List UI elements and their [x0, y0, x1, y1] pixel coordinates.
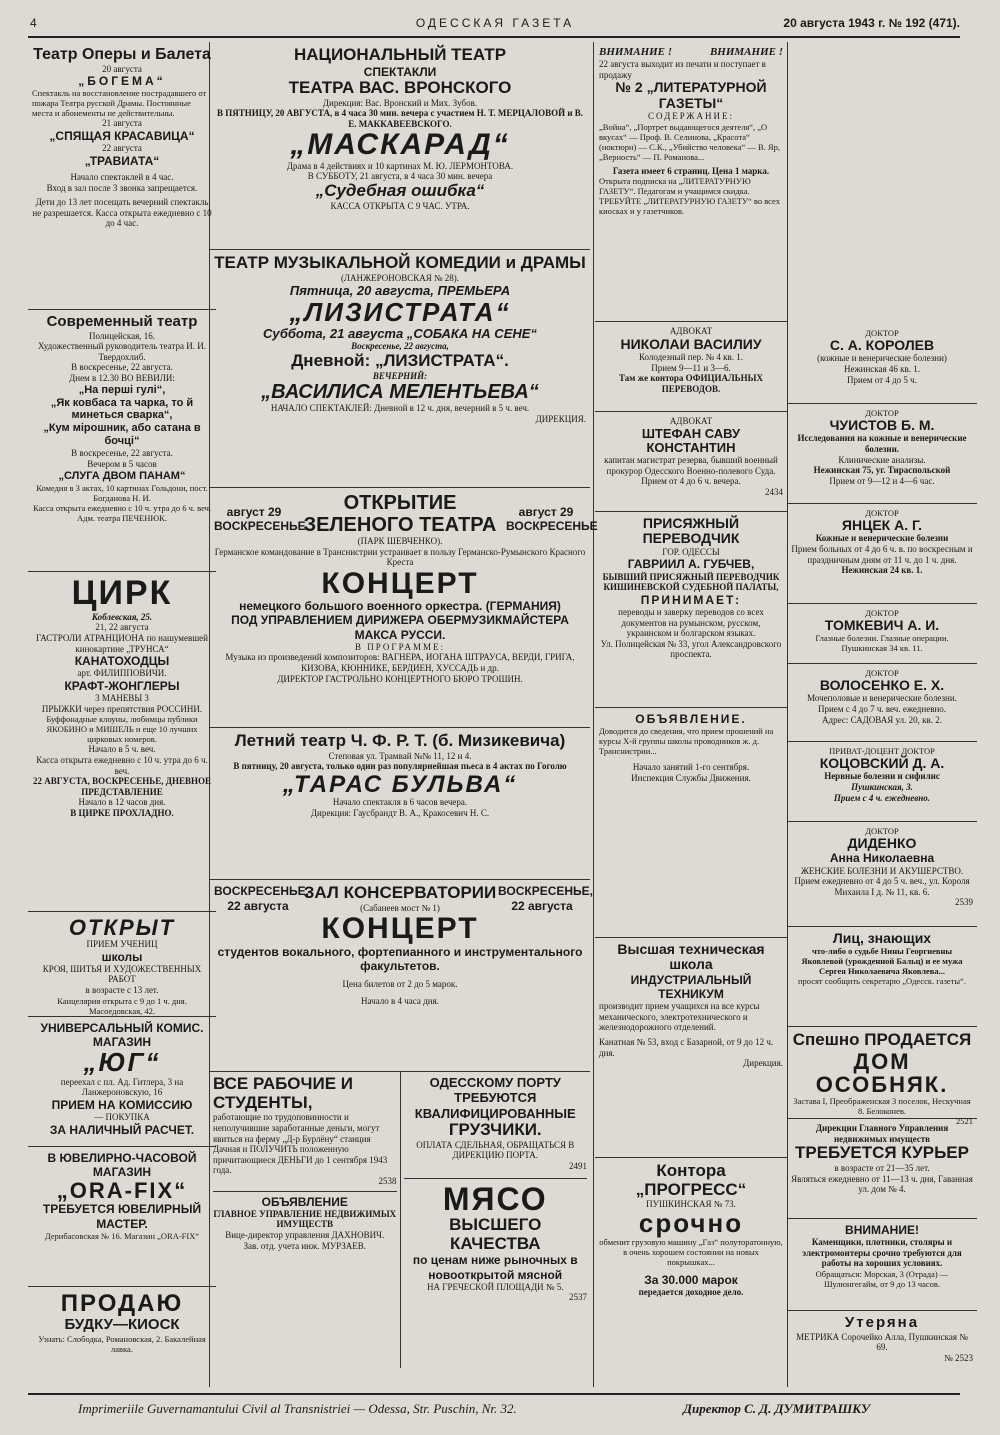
ad-text: Дирекции Главного Управления недвижимых имуществ [815, 1123, 949, 1144]
ad-text: „Як ковбаса та чарка, то й минеться сварка“, [50, 396, 194, 422]
ad-text: переехал с пл. Ад. Гитлера, 3 на Ланжероновскую, 16 [60, 1076, 184, 1098]
ad-text: БЫВШИЙ ПРИСЯЖНЫЙ ПЕРЕВОДЧИК КИШИНЕВСКОЙ СУДЕБНОЙ ПАЛАТЫ, [602, 571, 780, 593]
ad-text: ВЫСШЕГО КАЧЕСТВА [449, 1215, 542, 1253]
ad-text: В воскресенье, 22 августа. [71, 448, 173, 459]
ad-text: производит прием учащихся на все курсы механического, электротехнического и железнодорожного отделений. [599, 1001, 760, 1033]
ad-text: Нежинская 46 кв. 1. [843, 364, 921, 375]
issue-date: 20 августа 1943 г. № 192 (471). [783, 16, 960, 30]
ad-text: ТЕАТРА ВАС. ВРОНСКОГО [288, 77, 512, 97]
ad-text: Дерибасовская № 16. Магазин „ORA-FIX“ [44, 1230, 200, 1241]
ad-railway-notice [595, 708, 787, 938]
ad-text: СОДЕРЖАНИЕ: [648, 110, 734, 121]
ad-house-sale [787, 1027, 977, 1126]
ad-title: ТЕАТР МУЗЫКАЛЬНОЙ КОМЕДИИ и ДРАМЫ [214, 253, 586, 272]
ad-text: Газета имеет 6 страниц. Цена 1 марка. [612, 165, 770, 176]
ad-text: „На перші гулі“, [78, 383, 166, 396]
ad-text: „Судебная ошибка“ [315, 181, 485, 201]
ad-missing-persons [787, 927, 977, 1027]
ad-title: ДОМ ОСОБНЯК. [815, 1048, 949, 1097]
ad-number: 2539 [955, 897, 973, 908]
ad-green-theatre-concert [210, 488, 598, 728]
ad-text: „ТАРАС БУЛЬВА“ [282, 770, 518, 798]
ad-text: НА ГРЕЧЕСКОЙ ПЛОЩАДИ № 5. [427, 1281, 564, 1292]
ad-text: Комедия в 3 актах, 10 картинах Гольдони, пост. Богданова Н. И. [36, 482, 208, 503]
ad-title: Высшая техническая школа [617, 941, 765, 973]
ad-text: Открыта подписка на „ЛИТЕРАТУРНУЮ ГАЗЕТУ“. Педагогам и учащимся скидка. [599, 176, 751, 197]
page-header [30, 14, 960, 36]
director-credit: Директор С. Д. ДУМИТРАШКУ [683, 1401, 870, 1416]
ad-text: Нервные болезни и сифилис [824, 771, 940, 782]
ad-doctor-chuistov [787, 404, 977, 504]
ad-number: 2521 [956, 1115, 973, 1126]
ad-text: ГАСТРОЛИ АТРАНЦИОНА по нашумевшей кинокартине „ТРУНСА“ [36, 632, 208, 654]
ad-text: Музыка из произведений композиторов: ВАГНЕРА, ИОГАНА ШТРАУСА, ВЕРДИ, ГРИГА, КИЗОВА, КЮННИКЕ, БЕРДИЕН, ХУССАДЬ и др. [225, 652, 575, 674]
ad-text: ВНИМАНИЕ ! [709, 46, 783, 58]
ad-text: Драма в 4 действиях и 10 картинах М. Ю. ЛЕРМОНТОВА. [286, 160, 514, 171]
ad-title: ОТКРЫТ [68, 915, 176, 940]
ad-text: Цена билетов от 2 до 5 марок. [342, 979, 458, 990]
ad-text: ДОКТОР [865, 608, 899, 618]
ad-title: „ORA-FIX“ [56, 1178, 188, 1204]
ad-text: КАССА ОТКРЫТА С 9 ЧАС. УТРА. [330, 200, 470, 211]
ad-text: Дети до 13 лет посещать вечерний спектакль не разрешается. Касса открыта ежедневно с 10 до 4 час. [32, 197, 212, 229]
ad-text: ГАВРИИЛ А. ГУБЧЕВ, [627, 557, 755, 572]
ad-text: ВОСКРЕСЕНЬЕ, 22 августа [498, 884, 593, 913]
ad-text: Пятница, 20 августа, ПРЕМЬЕРА [289, 283, 511, 299]
ad-text: Пушкинская 34 кв. 11. [841, 643, 923, 654]
ad-text: Анна Николаевна [829, 851, 935, 866]
ad-text: 3 МАНЕВЫ 3 [95, 693, 149, 704]
ad-text: ОПЛАТА СДЕЛЬНАЯ, ОБРАЩАТЬСЯ В ДИРЕКЦИЮ ПОРТА. [416, 1139, 575, 1161]
ad-text: школы [101, 949, 143, 964]
column-1 [28, 42, 216, 1387]
ad-text: что-либо о судьбе Нины Георгиевны Яковлевой (урожденной Бальц) и ее мужа Сергея Николаевича Яковлева... [801, 946, 963, 977]
ad-title: Утеряна [844, 1314, 920, 1331]
ad-text: Суббота, 21 августа „СОБАКА НА СЕНЕ“ [263, 325, 537, 341]
ad-doctor-kotsovsky [787, 742, 977, 822]
ad-title: НИКОЛАИ ВАСИЛИУ [620, 335, 762, 352]
ad-text: просят сообщить секретарю „Одесск. газеты“. [797, 976, 967, 987]
ad-doctor-yanchek [787, 504, 977, 604]
printer-imprint: Imprimeriile Guvernamantului Civil al Transnistriei — Odessa, Str. Puschin, Nr. 32. [78, 1401, 517, 1416]
ad-text: Буффонадные клоуны, любимцы публики ЯКОБИНО и МИШЕЛЬ и еще 10 лучших цирковых номеров. [46, 714, 198, 745]
ad-text: Инспекция Службы Движения. [631, 772, 751, 783]
ad-text: — ПОКУПКА [94, 1111, 150, 1122]
ad-text: Прием ежедневно от 4 до 5 ч. веч., ул. Короля Михаила I д. № 11, кв. 6. [794, 876, 970, 897]
ad-text: Исследования на кожные и венерические болезни. [797, 433, 967, 455]
ad-text: Адм. театра ПЕЧЕНЮК. [77, 512, 167, 523]
ad-text: ПРИЕМ НА КОМИССИЮ [51, 1097, 193, 1112]
ad-text: КОНЦЕРТ [321, 566, 479, 600]
ad-text: Являться ежедневно от 11—13 ч. дня, Гаванная ул. дом № 4. [791, 1173, 973, 1195]
ad-number: № 2523 [944, 1352, 973, 1363]
ad-text: „ЛИЗИСТРАТА“ [289, 296, 511, 327]
ad-text: Клинические анализы. [838, 454, 926, 465]
ad-text: 22 августа выходит из печати и поступает в продажу [599, 58, 766, 80]
ad-title: ВСЕ РАБОЧИЕ И СТУДЕНТЫ, [213, 1074, 353, 1112]
ad-text: Прием от 9—12 и 4—6 час. [829, 475, 935, 486]
ad-text: Начало в 4 часа дня. [361, 995, 439, 1006]
ad-text: ПРЫЖКИ через препятствия РОССИНИ. [41, 703, 203, 714]
ad-text: ТРЕБУЮТСЯ КВАЛИФИЦИРОВАННЫЕ [414, 1090, 576, 1121]
ad-text: Прием с 4 ч. ежедневно. [833, 792, 931, 803]
ad-text: ДОКТОР [865, 328, 899, 338]
ad-text: Касса открыта ежедневно с 10 ч. утра до 6 ч. веч. [32, 502, 212, 513]
ad-text: Там же контора ОФИЦИАЛЬНЫХ ПЕРЕВОДОВ. [619, 373, 763, 394]
ad-progress-office [595, 1158, 787, 1383]
ad-title: Театр Оперы и Балета [33, 46, 211, 63]
ad-title: ДИДЕНКО [847, 835, 917, 852]
ad-text: ГРУЗЧИКИ. [448, 1119, 542, 1139]
column-divider [593, 42, 594, 1387]
ad-text: август 29 ВОСКРЕСЕНЬЕ [506, 505, 598, 534]
ad-text: Начало занятий 1-го сентября. [632, 762, 750, 773]
ad-text: Узнать: Слободка, Романовская, 2. Бакалейная лавка. [38, 1333, 206, 1354]
ad-text: переводы и заверку переводов со всех документов на румынском, русском, украинском и болгарском языках. [618, 606, 764, 639]
ad-modern-theatre [28, 310, 216, 572]
ad-text: Начало спектаклей в 4 час. [70, 171, 174, 182]
ad-text: За 30.000 марок [644, 1273, 738, 1288]
ad-text: Нежинская 24 кв. 1. [841, 565, 923, 576]
ad-text: В СУББОТУ, 21 августа, в 4 часа 30 мин. вечера [307, 171, 493, 182]
ad-text: (ЛАНЖЕРОНОВСКАЯ № 28). [340, 272, 460, 283]
ad-text: ПУШКИНСКАЯ № 73. [646, 1199, 736, 1210]
attention-banner [599, 46, 783, 59]
ad-text: УНИВЕРСАЛЬНЫЙ КОМИС. МАГАЗИН [40, 1021, 204, 1050]
ad-text: ИНДУСТРИАЛЬНЫЙ ТЕХНИКУМ [630, 972, 752, 1001]
ad-text: Кожные и венерические болезни [815, 533, 949, 544]
ad-text: Ул. Полицейская № 33, угол Александровского проспекта. [600, 638, 782, 660]
ad-text: 22 августа [102, 143, 142, 154]
header-rule [28, 36, 960, 38]
ad-text: Касса открыта ежедневно с 10 ч. утра до 6 ч. веч. [36, 754, 208, 776]
ad-title: ОТКРЫТИЕ ЗЕЛЕНОГО ТЕАТРА [303, 492, 497, 536]
ad-text: в возрасте от 21—35 лет. [834, 1162, 930, 1173]
ad-text: ВЕЧЕРНИЙ: [372, 370, 428, 381]
ad-text: Прием от 4 до 6 ч. вечера. [641, 476, 741, 487]
ad-text: (Сабанеев мост № 1) [360, 902, 440, 913]
ad-text: МЕТРИКА Сорочейко Алла, Пушкинская № 69. [796, 1331, 968, 1353]
ad-text: Нежинская 75, уг. Тираспольской [813, 465, 951, 476]
ad-text: Начало в 5 ч. веч. [88, 744, 156, 755]
ad-text: КРАФТ-ЖОНГЛЕРЫ [64, 678, 180, 693]
ad-text: ДИРЕКЦИЯ. [535, 413, 586, 424]
ad-text: АДВОКАТ [669, 326, 713, 336]
ad-text: обменит грузовую машину „Газ“ полуторатонную, в очень хорошем состоянии на новых покрышках... [599, 1237, 783, 1268]
ad-title: НАЦИОНАЛЬНЫЙ ТЕАТР [293, 45, 507, 64]
ad-text: Спектакль на восстановление пострадавшего от пожара Театра русской Драмы. Постоянные места и абонементы не действительны. [32, 88, 207, 119]
ad-title: ПРИСЯЖНЫЙ ПЕРЕВОДЧИК [642, 515, 740, 547]
ad-text: ТРЕБУЙТЕ „ЛИТЕРАТУРНУЮ ГАЗЕТУ“ во всех киосках и у газетчиков. [599, 196, 780, 217]
ad-title: ВОЛОСЕНКО Е. Х. [819, 677, 945, 694]
ad-text: Пушкинская, 3. [851, 782, 913, 793]
ad-text: Вице-директор управления ДАХНОВИЧ. [225, 1230, 385, 1241]
ad-doctor-volosenko [787, 664, 977, 742]
ad-text: Дирекция. [743, 1058, 783, 1069]
ads-bottom-right [401, 1072, 591, 1368]
ad-text: Дневной: „ЛИЗИСТРАТА“. [291, 350, 509, 370]
ad-text: август 29 ВОСКРЕСЕНЬЕ [214, 505, 306, 534]
column-3 [595, 42, 787, 1387]
ad-text: Воскресенье, 22 августа, [351, 341, 449, 352]
ad-title: Лиц, знающих [832, 930, 932, 946]
ad-text: В ПЯТНИЦУ, 20 АВГУСТА, в 4 часа 30 мин. вечера с участием Н. Т. МЕРЦАЛОВОЙ и В. Е. МАККАВЕЕВСКОГО. [216, 108, 584, 129]
ad-title: ВНИМАНИЕ! [845, 1223, 919, 1237]
ad-text: Вечером в 5 часов [87, 459, 157, 469]
ad-text: „ТРАВИАТА“ [84, 153, 160, 168]
ad-text: Дирекция: Гаусбрандт В. А., Кракосевич Н. С. [310, 807, 490, 818]
ad-title: Контора „ПРОГРЕСС“ [635, 1161, 747, 1199]
page-footer [28, 1393, 960, 1421]
ad-text: Колодезный пер. № 4 кв. 1. [638, 352, 744, 362]
ad-title: ШТЕФАН САВУ КОНСТАНТИН [641, 425, 741, 455]
ad-summer-theatre [210, 728, 590, 880]
ad-text: ДОКТОР [865, 408, 899, 418]
ad-text: передается доходное дело. [638, 1287, 744, 1298]
ad-number: 2491 [569, 1160, 587, 1171]
ad-title: ЯНЦЕК А. Г. [841, 517, 923, 534]
ad-text: „ВАСИЛИСА МЕЛЕНТЬЕВА“ [261, 381, 539, 404]
ad-title: ПРОДАЮ [60, 1290, 184, 1317]
ad-number: 2434 [765, 487, 783, 498]
ad-text: ДИРЕКТОР ГАСТРОЛЬНО КОНЦЕРТНОГО БЮРО ТРОШИН. [277, 673, 523, 684]
ad-title: ЗАЛ КОНСЕРВАТОРИИ [303, 883, 497, 902]
ad-text: В пятницу, 20 августа, только один раз популярнейшая пьеса в 4 актах по Гоголю [233, 761, 567, 772]
ad-text: арт. ФИЛИППОВИЧИ. [77, 668, 167, 679]
ad-text: ВОСКРЕСЕНЬЕ, 22 августа [214, 884, 309, 913]
ad-text: ПРИЕМ УЧЕНИЦ [86, 939, 158, 950]
ad-text: по ценам ниже рыночных в новооткрытой мясной [412, 1253, 578, 1282]
ad-text: Спешно ПРОДАЕТСЯ [792, 1030, 972, 1049]
ad-doctor-tomkevich [787, 604, 977, 664]
ad-musical-theatre [210, 250, 590, 488]
ad-text: Доводится до сведения, что прием прошений на курсы Х-й группы школы проводников ж. д. Транснистрии... [599, 726, 774, 757]
ad-text: ГОР. ОДЕССЫ [662, 546, 720, 557]
ad-sewing-school [28, 912, 216, 1017]
ad-text: 21, 22 августа [95, 622, 149, 633]
ad-doctor-korolev [787, 324, 977, 404]
ad-text: срочно [638, 1207, 744, 1238]
ad-title: ОБЪЯВЛЕНИЕ [261, 1194, 348, 1209]
column-4-spacer [787, 42, 977, 324]
ad-text: Обращаться: Морская, 3 (Отрада) — Шулюнгегайм, от 9 до 13 часов. [815, 1268, 949, 1289]
ad-title: ОДЕССКОМУ ПОРТУ [429, 1075, 561, 1090]
ad-literary-gazette [595, 42, 787, 322]
ad-text: Германское командование в Транснистрии устраивает в пользу Германско-Румынского Красного Креста [214, 546, 586, 568]
ad-text: ДОКТОР [865, 668, 899, 678]
ad-text: В воскресенье, 22 августа. [71, 362, 173, 373]
ad-title: ЦИРК [71, 574, 173, 612]
ad-text: ЖЕНСКИЕ БОЛЕЗНИ И АКУШЕРСТВО. [800, 865, 964, 876]
ad-text: „Война“, „Портрет выдающегося деятеля“, „О вкусах“ — Проф. В. Селинова, „Красота“ (ноктюрн) — С.К., „Убийство человека“ — В. Яр, „Верность“ — П. Романова... [599, 121, 780, 162]
ad-title: Летний театр Ч. Ф. Р. Т. (б. Мизикевича) [234, 731, 566, 750]
ad-title: ТРЕБУЕТСЯ КУРЬЕР [795, 1143, 969, 1163]
ad-text: В ПРОГРАММЕ: [355, 641, 445, 652]
ad-text: Зав. отд. учета инж. МУРЗАЕВ. [243, 1240, 366, 1251]
ad-text: Застава I, Преображенская 3 поселок, Нескучная 8. Белоконев. [793, 1095, 971, 1116]
ad-circus [28, 572, 216, 912]
ad-text: Прием от 4 до 5 ч. [847, 374, 917, 385]
ad-text: Степовая ул. Трамвай №№ 11, 12 и 4. [328, 750, 472, 761]
ad-text: АДВОКАТ [669, 416, 713, 426]
ad-text: Начало спектакля в 6 часов вечера. [332, 797, 468, 808]
ad-text: ДОКТОР [865, 826, 899, 836]
ad-text: в возрасте с 13 лет. [85, 985, 159, 996]
ad-text: Дирекция: Вас. Вронский и Мих. Зубов. [322, 97, 478, 108]
ad-title: № 2 „ЛИТЕРАТУРНОЙ ГАЗЕТЫ“ [615, 79, 767, 111]
ad-text: КОНЦЕРТ [321, 912, 479, 946]
column-4 [787, 42, 977, 1387]
ad-number: 2537 [569, 1292, 587, 1303]
ad-title: С. А. КОРОЛЕВ [829, 337, 935, 354]
ad-text: (ПАРК ШЕВЧЕНКО). [357, 536, 443, 546]
ad-title: КОЦОВСКИЙ Д. А. [819, 755, 945, 772]
ad-text: 20 августа [102, 63, 142, 74]
ad-text: Полицейская, 16. [89, 330, 155, 341]
ad-opera-theatre [28, 42, 216, 310]
ad-text: „БОГЕМА“ [78, 74, 166, 89]
ad-text: Днем в 12.30 ВО ВЕВИЛИ: [69, 372, 175, 383]
ad-text: „СЛУГА ДВОМ ПАНАМ“ [58, 469, 186, 482]
ad-text: Вход в зал после 3 звонка запрещается. [46, 182, 198, 193]
ad-text: В ЦИРКЕ ПРОХЛАДНО. [70, 807, 174, 818]
ad-advocate-vasiliu [595, 322, 787, 412]
ad-text: ДОКТОР [865, 508, 899, 518]
ad-text: (кожные и венерические болезни) [817, 353, 947, 364]
ad-kiosk-sale [28, 1287, 216, 1367]
ad-text: ЗА НАЛИЧНЫЙ РАСЧЕТ. [49, 1122, 195, 1137]
ad-number: 2538 [378, 1176, 397, 1187]
newspaper-title: ОДЕССКАЯ ГАЗЕТА [415, 16, 575, 30]
ad-text: БУДКУ—КИОСК [64, 1316, 180, 1334]
ad-text: Каменщики, плотники, столяры и электромонтеры срочно требуются для работы на хороших условиях. [802, 1237, 962, 1269]
ad-text: студентов вокального, фортепианного и инструментального факультетов. [217, 944, 583, 973]
ad-text: Канатная № 53, вход с Базарной, от 9 до 12 ч. дня. [599, 1036, 774, 1058]
ads-bottom-row [210, 1072, 590, 1368]
ad-text: Прием 9—11 и 3—6. [651, 362, 731, 373]
ad-text: ПРИНИМАЕТ: [640, 592, 742, 607]
ad-title: МЯСО [442, 1180, 548, 1217]
ad-text: ВНИМАНИЕ ! [599, 46, 673, 58]
ad-text: КРОЯ, ШИТЬЯ И ХУДОЖЕСТВЕННЫХ РАБОТ [42, 963, 202, 985]
ad-text: „Кум мірошник, або сатана в бочці“ [43, 422, 201, 448]
ad-lost-document [787, 1311, 977, 1371]
ad-courier-wanted [787, 1119, 977, 1219]
ad-national-theatre [210, 42, 590, 250]
ad-text: капитан магистрат резерва, бывший военный прокурор Одесского Военно-полевого Суда. [604, 455, 778, 476]
ad-text: Канцелярия открыта с 9 до 1 ч. дня. Масоедовская, 42. [57, 995, 187, 1016]
ad-text: Коблевская, 25. [91, 611, 153, 622]
ad-text: ТРЕБУЕТСЯ ЮВЕЛИРНЫЙ МАСТЕР. [42, 1202, 202, 1231]
ad-text: „СПЯЩАЯ КРАСАВИЦА“ [49, 129, 195, 144]
ad-title: Современный театр [46, 313, 198, 330]
ad-text: „МАСКАРАД“ [290, 128, 510, 162]
ad-title: „ЮГ“ [83, 1047, 161, 1078]
ad-doctor-didenko [787, 822, 977, 927]
ad-text: ПОД УПРАВЛЕНИЕМ ДИРИЖЕРА ОБЕРМУЗИКМАЙСТЕРА МАКСА РУССИ. [231, 613, 569, 642]
ad-text: 21 августа [102, 118, 142, 129]
ad-text: Глазные болезни. Глазные операции. [815, 633, 949, 644]
ad-title: ОБЪЯВЛЕНИЕ. [635, 712, 747, 726]
ad-text: Начало в 12 часов дня. [78, 797, 166, 808]
ad-text: Адрес: САДОВАЯ ул. 20, кв. 2. [822, 714, 942, 725]
ad-text: Мочеполовые и венерические болезни. [807, 693, 957, 704]
ad-advocate-savu [595, 412, 787, 512]
ad-text: НАЧАЛО СПЕКТАКЛЕЙ: Дневной в 12 ч. дня, вечерний в 5 ч. веч. [270, 403, 530, 414]
ad-text: СПЕКТАКЛИ [363, 64, 437, 79]
ad-text: Прием с 4 до 7 ч. веч. ежедневно. [817, 704, 947, 715]
ad-builders-wanted [787, 1219, 977, 1311]
column-2 [210, 42, 598, 1387]
ad-technical-school [595, 938, 787, 1158]
ad-text: В ЮВЕЛИРНО-ЧАСОВОЙ МАГАЗИН [47, 1151, 197, 1180]
ad-text: работающие по трудоповинности и неполучившие заработанные деньги, могут явиться на ферму „Д-р Бурлёну“ станция Дачная и ПОЛУЧИТЬ положенную причитающиеся ДЕНЬГИ до 1 сентября 1943 года. [213, 1112, 388, 1176]
ad-sworn-translator [595, 512, 787, 708]
ad-commission-shop [28, 1017, 216, 1147]
ad-title: ТОМКЕВИЧ А. И. [824, 617, 940, 634]
ad-text: ГЛАВНОЕ УПРАВЛЕНИЕ НЕДВИЖИМЫХ ИМУЩЕСТВ [213, 1208, 397, 1230]
ads-bottom-left [210, 1072, 401, 1368]
ad-text: Художественный руководитель театра И. И. Твердохлиб. [38, 341, 206, 362]
ad-text: ПРИВАТ-ДОЦЕНТ ДОКТОР [829, 746, 935, 756]
ad-ora-fix [28, 1147, 216, 1287]
ad-text: Прием больных от 4 до 6 ч. в. по воскресным и праздничным дням от 11 ч. до 1 ч. дня. [791, 544, 973, 565]
ad-text: КАНАТОХОДЦЫ [74, 654, 170, 669]
ad-conservatory-concert [210, 880, 593, 1072]
ad-text: 22 АВГУСТА, ВОСКРЕСЕНЬЕ, ДНЕВНОЕ ПРЕДСТАВЛЕНИЕ [33, 776, 211, 797]
ad-text: немецкого большого военного оркестра. (ГЕРМАНИЯ) [239, 599, 561, 614]
page-number: 4 [30, 16, 37, 30]
ad-title: ЧУИСТОВ Б. М. [829, 417, 935, 434]
